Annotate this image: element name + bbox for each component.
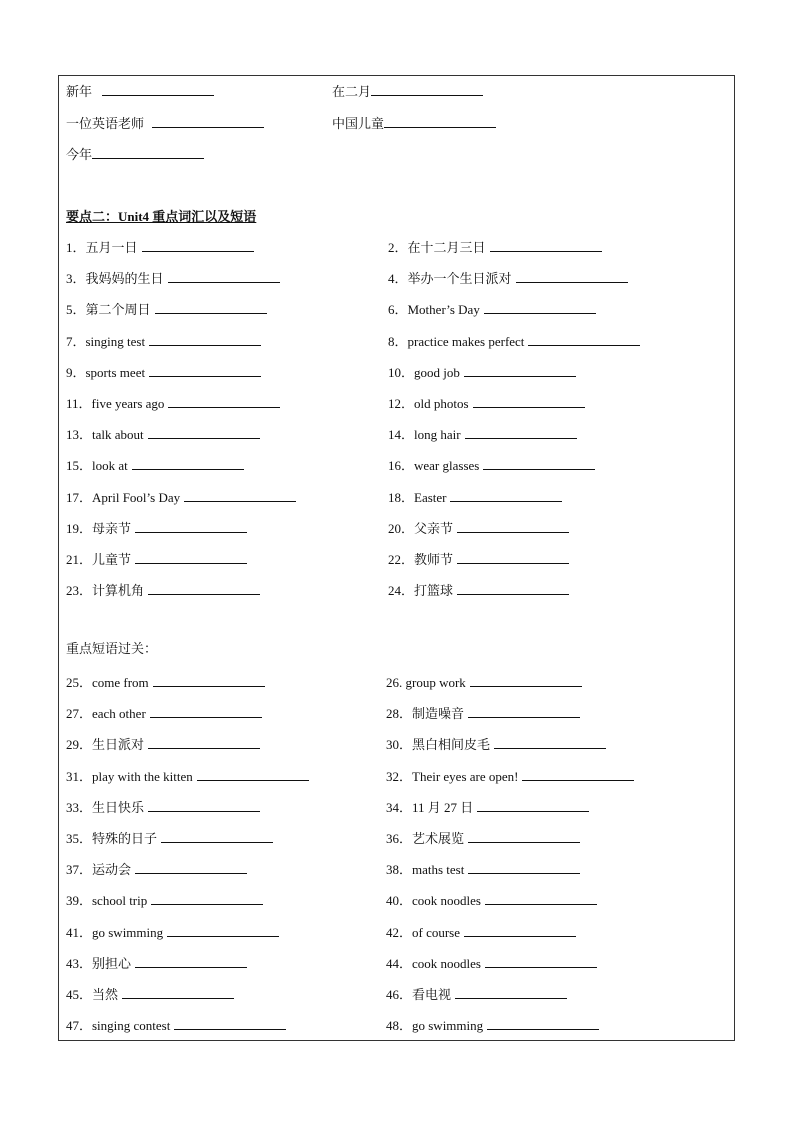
- exercise-item: [66, 426, 260, 444]
- intro-item: [66, 146, 204, 164]
- exercise-item: [66, 582, 260, 600]
- exercise-item: [386, 986, 567, 1004]
- answer-blank[interactable]: [184, 500, 296, 502]
- section-title-unit4: 要点二：Unit4 重点词汇以及短语: [66, 209, 257, 224]
- answer-blank[interactable]: [168, 406, 280, 408]
- answer-blank[interactable]: [457, 593, 569, 595]
- intro-label: 一位英语老师: [66, 116, 145, 131]
- exercise-prompt: 8．practice makes perfect: [388, 333, 525, 349]
- answer-blank[interactable]: [142, 250, 254, 252]
- exercise-prompt: 47．singing contest: [66, 1018, 171, 1034]
- exercise-prompt: 10．good job: [388, 364, 460, 380]
- exercise-item: [66, 457, 244, 475]
- answer-blank[interactable]: [197, 779, 309, 781]
- exercise-item: [66, 520, 247, 538]
- exercise-prompt: 21．儿童节: [66, 552, 132, 567]
- answer-blank[interactable]: [473, 406, 585, 408]
- answer-blank[interactable]: [485, 903, 597, 905]
- exercise-prompt: 34．11 月 27 日: [386, 799, 474, 815]
- exercise-prompt: 3．我妈妈的生日: [66, 271, 164, 287]
- exercise-item: [388, 333, 640, 351]
- exercise-prompt: 41．go swimming: [66, 924, 164, 940]
- exercise-prompt: 39．school trip: [66, 893, 148, 909]
- exercise-item: [66, 333, 261, 351]
- answer-blank[interactable]: [457, 531, 569, 533]
- exercise-item: [66, 270, 280, 288]
- exercise-prompt: 45．当然: [66, 987, 119, 1002]
- answer-blank[interactable]: [490, 250, 602, 252]
- exercise-prompt: 18．Easter: [388, 489, 447, 505]
- exercise-prompt: 5．第二个周日: [66, 302, 151, 318]
- exercise-item: [388, 395, 585, 413]
- exercise-item: [66, 924, 279, 942]
- exercise-item: [388, 270, 628, 288]
- exercise-item: [386, 705, 580, 723]
- exercise-item: [386, 955, 597, 973]
- exercise-item: [386, 924, 576, 942]
- exercise-item: [386, 830, 580, 848]
- answer-blank[interactable]: [384, 126, 496, 128]
- exercise-prompt: 13．talk about: [66, 427, 144, 443]
- intro-item: [332, 115, 496, 133]
- exercise-item: [66, 736, 260, 754]
- exercise-prompt: 25．come from: [66, 675, 149, 690]
- exercise-prompt: 22．教师节: [388, 552, 454, 567]
- exercise-prompt: 1．五月一日: [66, 240, 138, 255]
- answer-blank[interactable]: [148, 810, 260, 812]
- answer-blank[interactable]: [167, 935, 279, 937]
- answer-blank[interactable]: [161, 841, 273, 843]
- exercise-item: [388, 364, 576, 382]
- answer-blank[interactable]: [92, 157, 204, 159]
- exercise-prompt: 40．cook noodles: [386, 893, 481, 909]
- answer-blank[interactable]: [455, 997, 567, 999]
- intro-item: [66, 83, 214, 101]
- exercise-prompt: 42．of course: [386, 924, 461, 940]
- answer-blank[interactable]: [155, 312, 267, 314]
- exercise-item: [66, 489, 296, 507]
- answer-blank[interactable]: [168, 281, 280, 283]
- exercise-prompt: 7．singing test: [66, 333, 146, 349]
- exercise-prompt: 17．April Fool’s Day: [66, 489, 181, 505]
- exercise-prompt: 15．look at: [66, 458, 128, 474]
- exercise-item: [386, 674, 582, 692]
- exercise-prompt: 12．old photos: [388, 396, 469, 411]
- exercise-item: [388, 426, 577, 444]
- section-title-phrases: 重点短语过关：: [66, 641, 158, 656]
- answer-blank[interactable]: [148, 593, 260, 595]
- exercise-prompt: 48．go swimming: [386, 1018, 484, 1034]
- exercise-prompt: 9．sports meet: [66, 364, 146, 380]
- answer-blank[interactable]: [468, 716, 580, 718]
- exercise-item: [66, 768, 309, 786]
- intro-label: 新年: [66, 84, 93, 99]
- answer-blank[interactable]: [528, 344, 640, 346]
- answer-blank[interactable]: [470, 685, 582, 687]
- answer-blank[interactable]: [485, 966, 597, 968]
- exercise-item: [388, 582, 569, 600]
- exercise-item: [66, 301, 267, 319]
- answer-blank[interactable]: [135, 872, 247, 874]
- exercise-prompt: 19．母亲节: [66, 520, 132, 536]
- exercise-item: [386, 768, 634, 786]
- exercise-prompt: 14．long hair: [388, 427, 461, 443]
- answer-blank[interactable]: [450, 500, 562, 502]
- exercise-item: [388, 457, 595, 475]
- answer-blank[interactable]: [484, 312, 596, 314]
- exercise-item: [66, 239, 254, 257]
- answer-blank[interactable]: [457, 562, 569, 564]
- exercise-prompt: 29．生日派对: [66, 737, 145, 753]
- exercise-item: [66, 674, 265, 692]
- answer-blank[interactable]: [148, 437, 260, 439]
- exercise-prompt: 23．计算机角: [66, 583, 145, 599]
- answer-blank[interactable]: [464, 935, 576, 937]
- intro-label: 今年: [66, 147, 93, 162]
- exercise-prompt: 28．制造噪音: [386, 706, 465, 722]
- exercise-prompt: 30．黑白相间皮毛: [386, 737, 491, 753]
- exercise-prompt: 31．play with the kitten: [66, 768, 193, 784]
- intro-label: 中国儿童: [332, 116, 385, 131]
- exercise-item: [66, 705, 262, 723]
- exercise-prompt: 43．别担心: [66, 955, 132, 971]
- exercise-prompt: 27．each other: [66, 706, 146, 722]
- exercise-prompt: 46．看电视: [386, 987, 452, 1002]
- exercise-item: [386, 736, 606, 754]
- exercise-item: [388, 301, 596, 319]
- answer-blank[interactable]: [149, 375, 261, 377]
- answer-blank[interactable]: [174, 1028, 286, 1030]
- answer-blank[interactable]: [135, 562, 247, 564]
- exercise-prompt: 36．艺术展览: [386, 831, 465, 846]
- exercise-item: [66, 861, 247, 879]
- answer-blank[interactable]: [122, 997, 234, 999]
- exercise-item: [66, 892, 263, 910]
- intro-item: [332, 83, 483, 101]
- answer-blank[interactable]: [150, 716, 262, 718]
- exercise-item: [388, 551, 569, 569]
- answer-blank[interactable]: [516, 281, 628, 283]
- exercise-item: [66, 1017, 286, 1035]
- exercise-prompt: 4．举办一个生日派对: [388, 271, 512, 287]
- answer-blank[interactable]: [483, 468, 595, 470]
- exercise-prompt: 2．在十二月三日: [388, 240, 486, 255]
- answer-blank[interactable]: [132, 468, 244, 470]
- exercise-item: [66, 955, 247, 973]
- exercise-item: [388, 489, 562, 507]
- exercise-prompt: 38．maths test: [386, 862, 465, 878]
- answer-blank[interactable]: [151, 903, 263, 905]
- exercise-prompt: 20．父亲节: [388, 520, 454, 536]
- exercise-item: [66, 986, 234, 1004]
- answer-blank[interactable]: [152, 126, 264, 128]
- intro-label: 在二月: [332, 84, 372, 99]
- exercise-prompt: 37．运动会: [66, 862, 132, 878]
- answer-blank[interactable]: [494, 747, 606, 749]
- answer-blank[interactable]: [465, 437, 577, 439]
- exercise-item: [386, 1017, 599, 1035]
- intro-item: [66, 115, 264, 133]
- answer-blank[interactable]: [153, 685, 265, 687]
- exercise-item: [66, 395, 280, 413]
- answer-blank[interactable]: [468, 872, 580, 874]
- exercise-prompt: 35．特殊的日子: [66, 831, 158, 846]
- answer-blank[interactable]: [149, 344, 261, 346]
- exercise-item: [386, 892, 597, 910]
- exercise-item: [66, 799, 260, 817]
- answer-blank[interactable]: [102, 94, 214, 96]
- exercise-prompt: 6．Mother’s Day: [388, 302, 480, 318]
- exercise-item: [388, 520, 569, 538]
- exercise-item: [66, 830, 273, 848]
- answer-blank[interactable]: [464, 375, 576, 377]
- exercise-prompt: 11．five years ago: [66, 396, 165, 411]
- exercise-item: [386, 799, 589, 817]
- answer-blank[interactable]: [477, 810, 589, 812]
- exercise-item: [386, 861, 580, 879]
- exercise-prompt: 26. group work: [386, 675, 466, 690]
- exercise-item: [388, 239, 602, 257]
- exercise-item: [66, 551, 247, 569]
- exercise-prompt: 32．Their eyes are open!: [386, 768, 519, 784]
- answer-blank[interactable]: [487, 1028, 599, 1030]
- answer-blank[interactable]: [522, 779, 634, 781]
- exercise-prompt: 24．打篮球: [388, 583, 454, 599]
- exercise-prompt: 16．wear glasses: [388, 458, 480, 474]
- answer-blank[interactable]: [148, 747, 260, 749]
- exercise-prompt: 44．cook noodles: [386, 955, 481, 971]
- exercise-prompt: 33．生日快乐: [66, 799, 145, 815]
- answer-blank[interactable]: [135, 966, 247, 968]
- answer-blank[interactable]: [135, 531, 247, 533]
- exercise-item: [66, 364, 261, 382]
- answer-blank[interactable]: [371, 94, 483, 96]
- answer-blank[interactable]: [468, 841, 580, 843]
